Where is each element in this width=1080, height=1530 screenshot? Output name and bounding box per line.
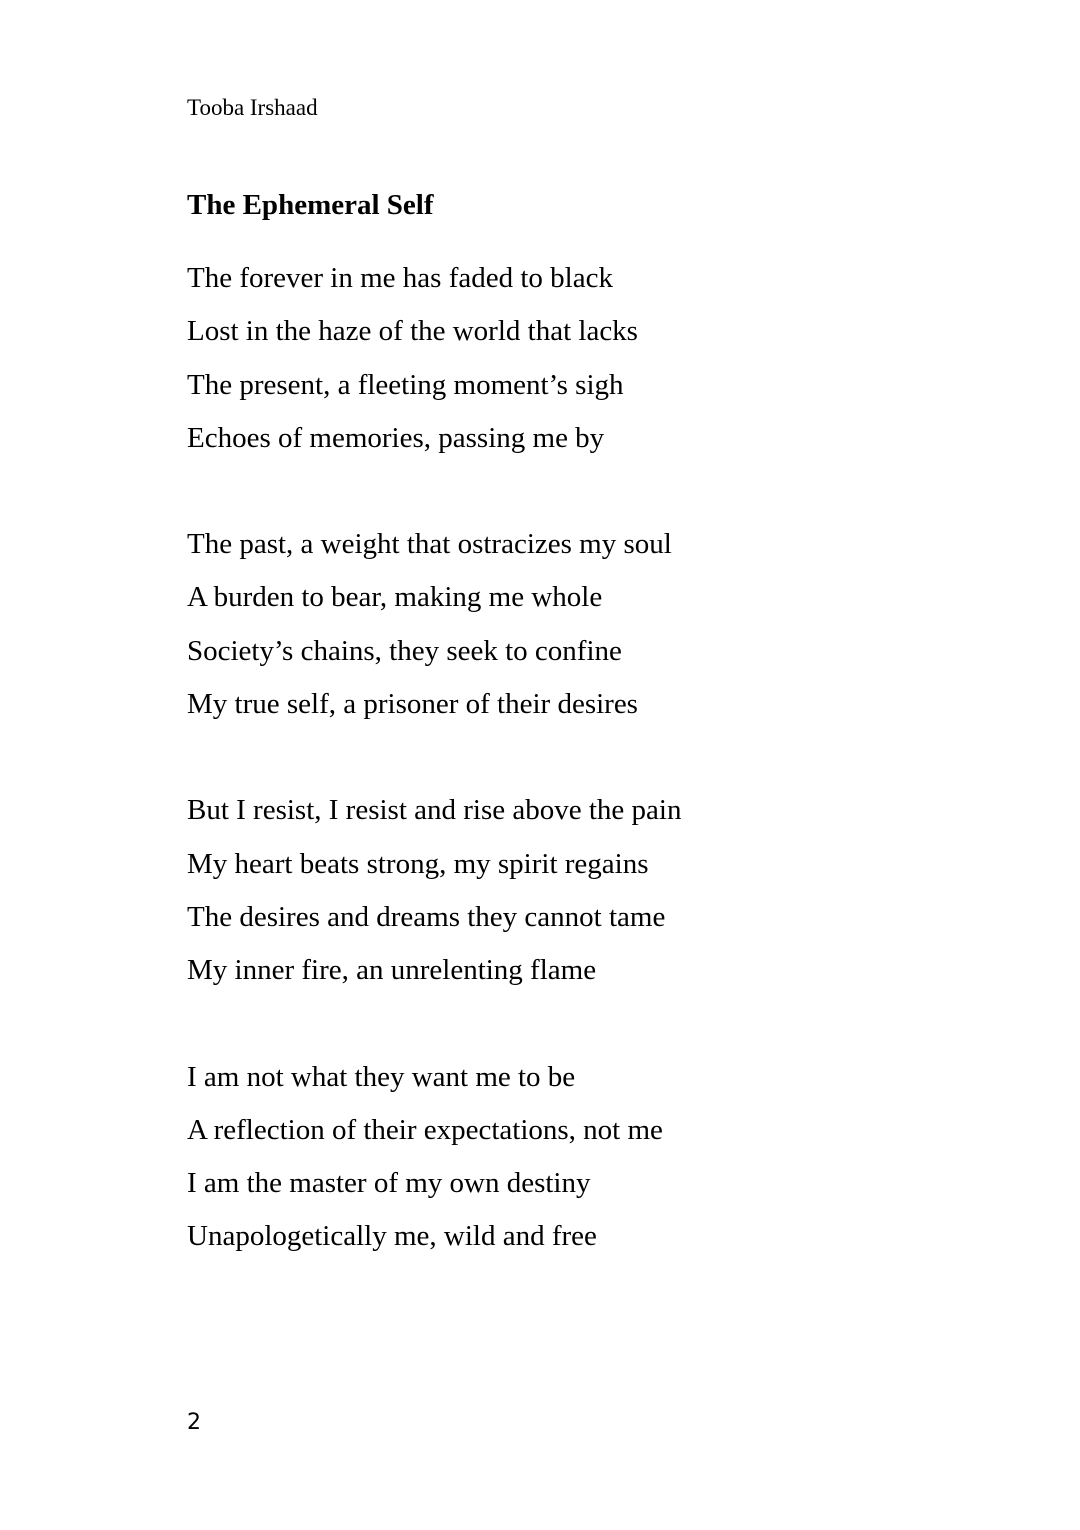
author-name: Tooba Irshaad <box>187 95 318 120</box>
stanza-4 <box>187 1051 1007 1264</box>
poem-line: A burden to bear, making me whole <box>187 581 603 614</box>
poem-line: My inner fire, an unrelenting flame <box>187 954 597 987</box>
page-number: 2 <box>187 1410 201 1435</box>
poem-title: The Ephemeral Self <box>187 189 434 221</box>
poem-line: A reflection of their expectations, not me <box>187 1113 663 1146</box>
stanza-3 <box>187 784 1007 997</box>
poem-line: Echoes of memories, passing me by <box>187 421 605 454</box>
stanza-1 <box>187 252 1007 465</box>
poem-line: I am the master of my own destiny <box>187 1167 591 1200</box>
poem-line: My heart beats strong, my spirit regains <box>187 847 649 880</box>
poem-line: Society’s chains, they seek to confine <box>187 634 622 667</box>
poem-line: The present, a fleeting moment’s sigh <box>187 368 624 401</box>
poem-line: But I resist, I resist and rise above the pain <box>187 794 682 827</box>
poem-line: I am not what they want me to be <box>187 1060 576 1093</box>
poem-line: The desires and dreams they cannot tame <box>187 900 666 933</box>
stanza-2 <box>187 518 1007 731</box>
poem-line: The past, a weight that ostracizes my soul <box>187 528 672 561</box>
poem-body <box>187 252 1007 1317</box>
poem-line: Lost in the haze of the world that lacks <box>187 315 638 348</box>
poem-line: My true self, a prisoner of their desires <box>187 688 638 721</box>
poem-line: The forever in me has faded to black <box>187 262 613 294</box>
poem-line: Unapologetically me, wild and free <box>187 1220 597 1253</box>
